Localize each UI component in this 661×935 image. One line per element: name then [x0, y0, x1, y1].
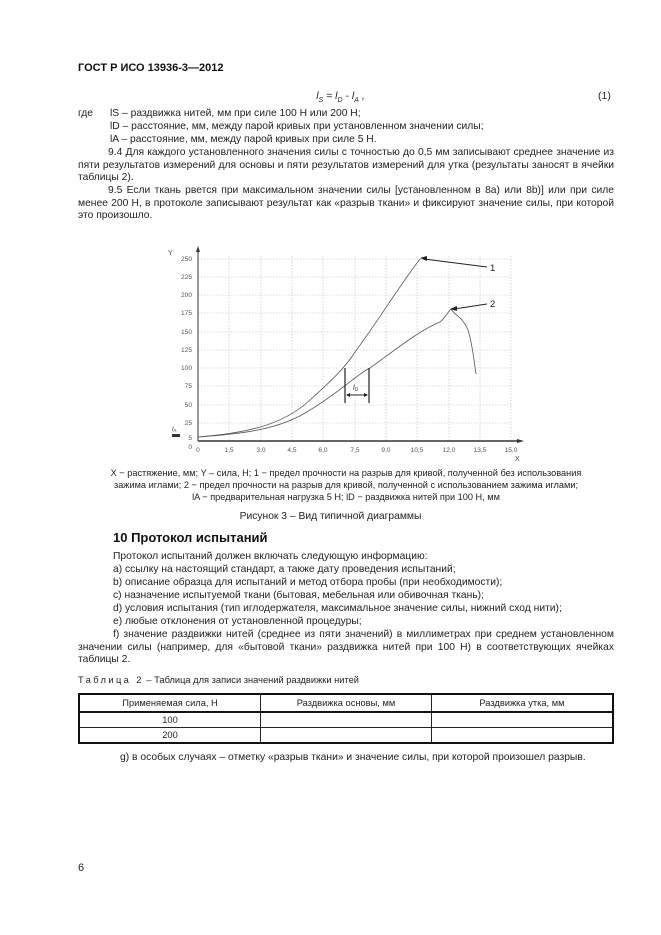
table-row	[79, 728, 613, 744]
svg-text:15,0: 15,0	[504, 447, 518, 454]
table-row	[79, 712, 613, 728]
list-item-g: g) в особых случаях – отметку «разрыв ткани» и значение силы, при которой произошел разрыв.	[120, 752, 586, 763]
document-header: ГОСТ Р ИСО 13936-3—2012	[78, 62, 224, 74]
table-2-caption-word: Таблица 2	[78, 675, 144, 685]
section-10-heading: 10 Протокол испытаний	[113, 530, 268, 545]
figure-title: Рисунок 3 – Вид типичной диаграммы	[239, 511, 422, 522]
where-item-la: lA – расстояние, мм, между парой кривых при силе 5 Н.	[110, 134, 377, 145]
svg-text:100: 100	[180, 365, 192, 372]
page-number: 6	[78, 862, 85, 874]
svg-text:4,5: 4,5	[287, 447, 297, 454]
svg-text:50: 50	[184, 402, 192, 409]
svg-text:75: 75	[184, 383, 192, 390]
formula: $l_S = l_D - l_A$ ,	[316, 90, 365, 105]
svg-text:225: 225	[180, 274, 192, 281]
svg-text:13,5: 13,5	[473, 447, 487, 454]
x-axis-label: X	[515, 456, 520, 463]
table-cell	[431, 728, 613, 744]
svg-text:5: 5	[188, 435, 192, 442]
la-label: lA	[172, 426, 177, 433]
where-item-ls: lS – раздвижка нитей, мм при силе 100 Н или 200 Н;	[110, 108, 361, 119]
formula-number: (1)	[598, 90, 611, 102]
table-cell	[431, 712, 613, 728]
table-header-force: Применяемая сила, Н	[79, 694, 261, 712]
list-item-b: b) описание образца для испытаний и метод отбора пробы (при необходимости);	[113, 577, 503, 588]
svg-text:0: 0	[196, 447, 200, 454]
curve-1-label: 1	[490, 263, 496, 274]
svg-text:1,5: 1,5	[224, 447, 234, 454]
paragraph-9-4: 9.4 Для каждого установленного значения силы с точностью до 0,5 мм записывают среднее значение из пяти результатов измерений для основы и пяти результатов измерений для утка (результаты заносят в ячейки таблицы 2).	[78, 147, 614, 184]
table-2-caption	[78, 675, 359, 685]
table-header-weft: Раздвижка утка, мм	[431, 694, 613, 712]
curve-2-label: 2	[490, 299, 496, 310]
y-axis-label: Y	[168, 250, 173, 257]
ld-label: lD	[353, 385, 359, 393]
svg-text:12,0: 12,0	[442, 447, 456, 454]
table-cell: 100	[79, 712, 261, 728]
list-item-e: e) любые отклонения от установленной процедуры;	[113, 616, 362, 627]
where-item-ld: lD – расстояние, мм, между парой кривых при установленном значении силы;	[110, 121, 484, 132]
svg-text:150: 150	[180, 329, 192, 336]
svg-text:9,0: 9,0	[381, 447, 391, 454]
y-tick-labels	[181, 256, 192, 451]
where-lead: где	[78, 108, 94, 119]
table-header-warp: Раздвижка основы, мм	[261, 694, 432, 712]
svg-text:250: 250	[180, 256, 192, 263]
svg-text:25: 25	[184, 420, 192, 427]
typical-diagram-chart	[160, 240, 540, 465]
list-item-d: d) условия испытания (тип иглодержателя, максимальное значение силы, нижний сход нити);	[113, 603, 562, 614]
figure-caption-line-3: lA − предварительная нагрузка 5 Н; lD − раздвижка нитей при 100 Н, мм	[192, 492, 500, 502]
list-item-c: c) назначение испытуемой ткани (бытовая, мебельная или обивочная ткань);	[113, 590, 484, 601]
svg-text:10,5: 10,5	[410, 447, 424, 454]
figure-caption	[78, 467, 614, 503]
table-2	[78, 693, 614, 744]
section-10-intro: Протокол испытаний должен включать следующую информацию:	[113, 551, 428, 562]
svg-text:125: 125	[180, 347, 192, 354]
list-item-f: f) значение раздвижки нитей (среднее из пяти значений) в миллиметрах при среднем установленном значении силы (например, для «бытовой ткани» раздвижка нитей при 100 Н) в соответствующих ячейках таблицы 2.	[78, 629, 614, 666]
curve-2	[198, 309, 476, 437]
table-cell: 200	[79, 728, 261, 744]
svg-text:7,5: 7,5	[350, 447, 360, 454]
svg-text:0: 0	[188, 444, 192, 451]
svg-text:6,0: 6,0	[318, 447, 328, 454]
svg-text:200: 200	[180, 292, 192, 299]
paragraph-9-5: 9.5 Если ткань рвется при максимальном значении силы [установленном в 8а) или 8b)] или при силе менее 200 Н, в протоколе записывают результат как «разрыв ткани» и фиксируют значение силы, при которой это произошло.	[78, 185, 614, 222]
table-header-row	[79, 694, 613, 712]
formula-ls: $l_S$	[316, 90, 324, 105]
x-tick-labels	[196, 447, 518, 454]
table-cell	[261, 728, 432, 744]
svg-text:175: 175	[180, 310, 192, 317]
svg-text:3,0: 3,0	[256, 447, 266, 454]
chart-grid	[198, 256, 511, 441]
table-2-caption-text: – Таблица для записи значений раздвижки нитей	[143, 675, 359, 685]
list-item-a: a) ссылку на настоящий стандарт, а также дату проведения испытаний;	[113, 564, 456, 575]
figure-caption-line-1: X − растяжение, мм; Y – сила, Н; 1 − предел прочности на разрыв для кривой, полученной без использования	[110, 468, 582, 478]
table-cell	[261, 712, 432, 728]
figure-caption-line-2: зажима иглами; 2 − предел прочности на разрыв для кривой, полученной с использованием зажима иглами;	[113, 480, 579, 490]
